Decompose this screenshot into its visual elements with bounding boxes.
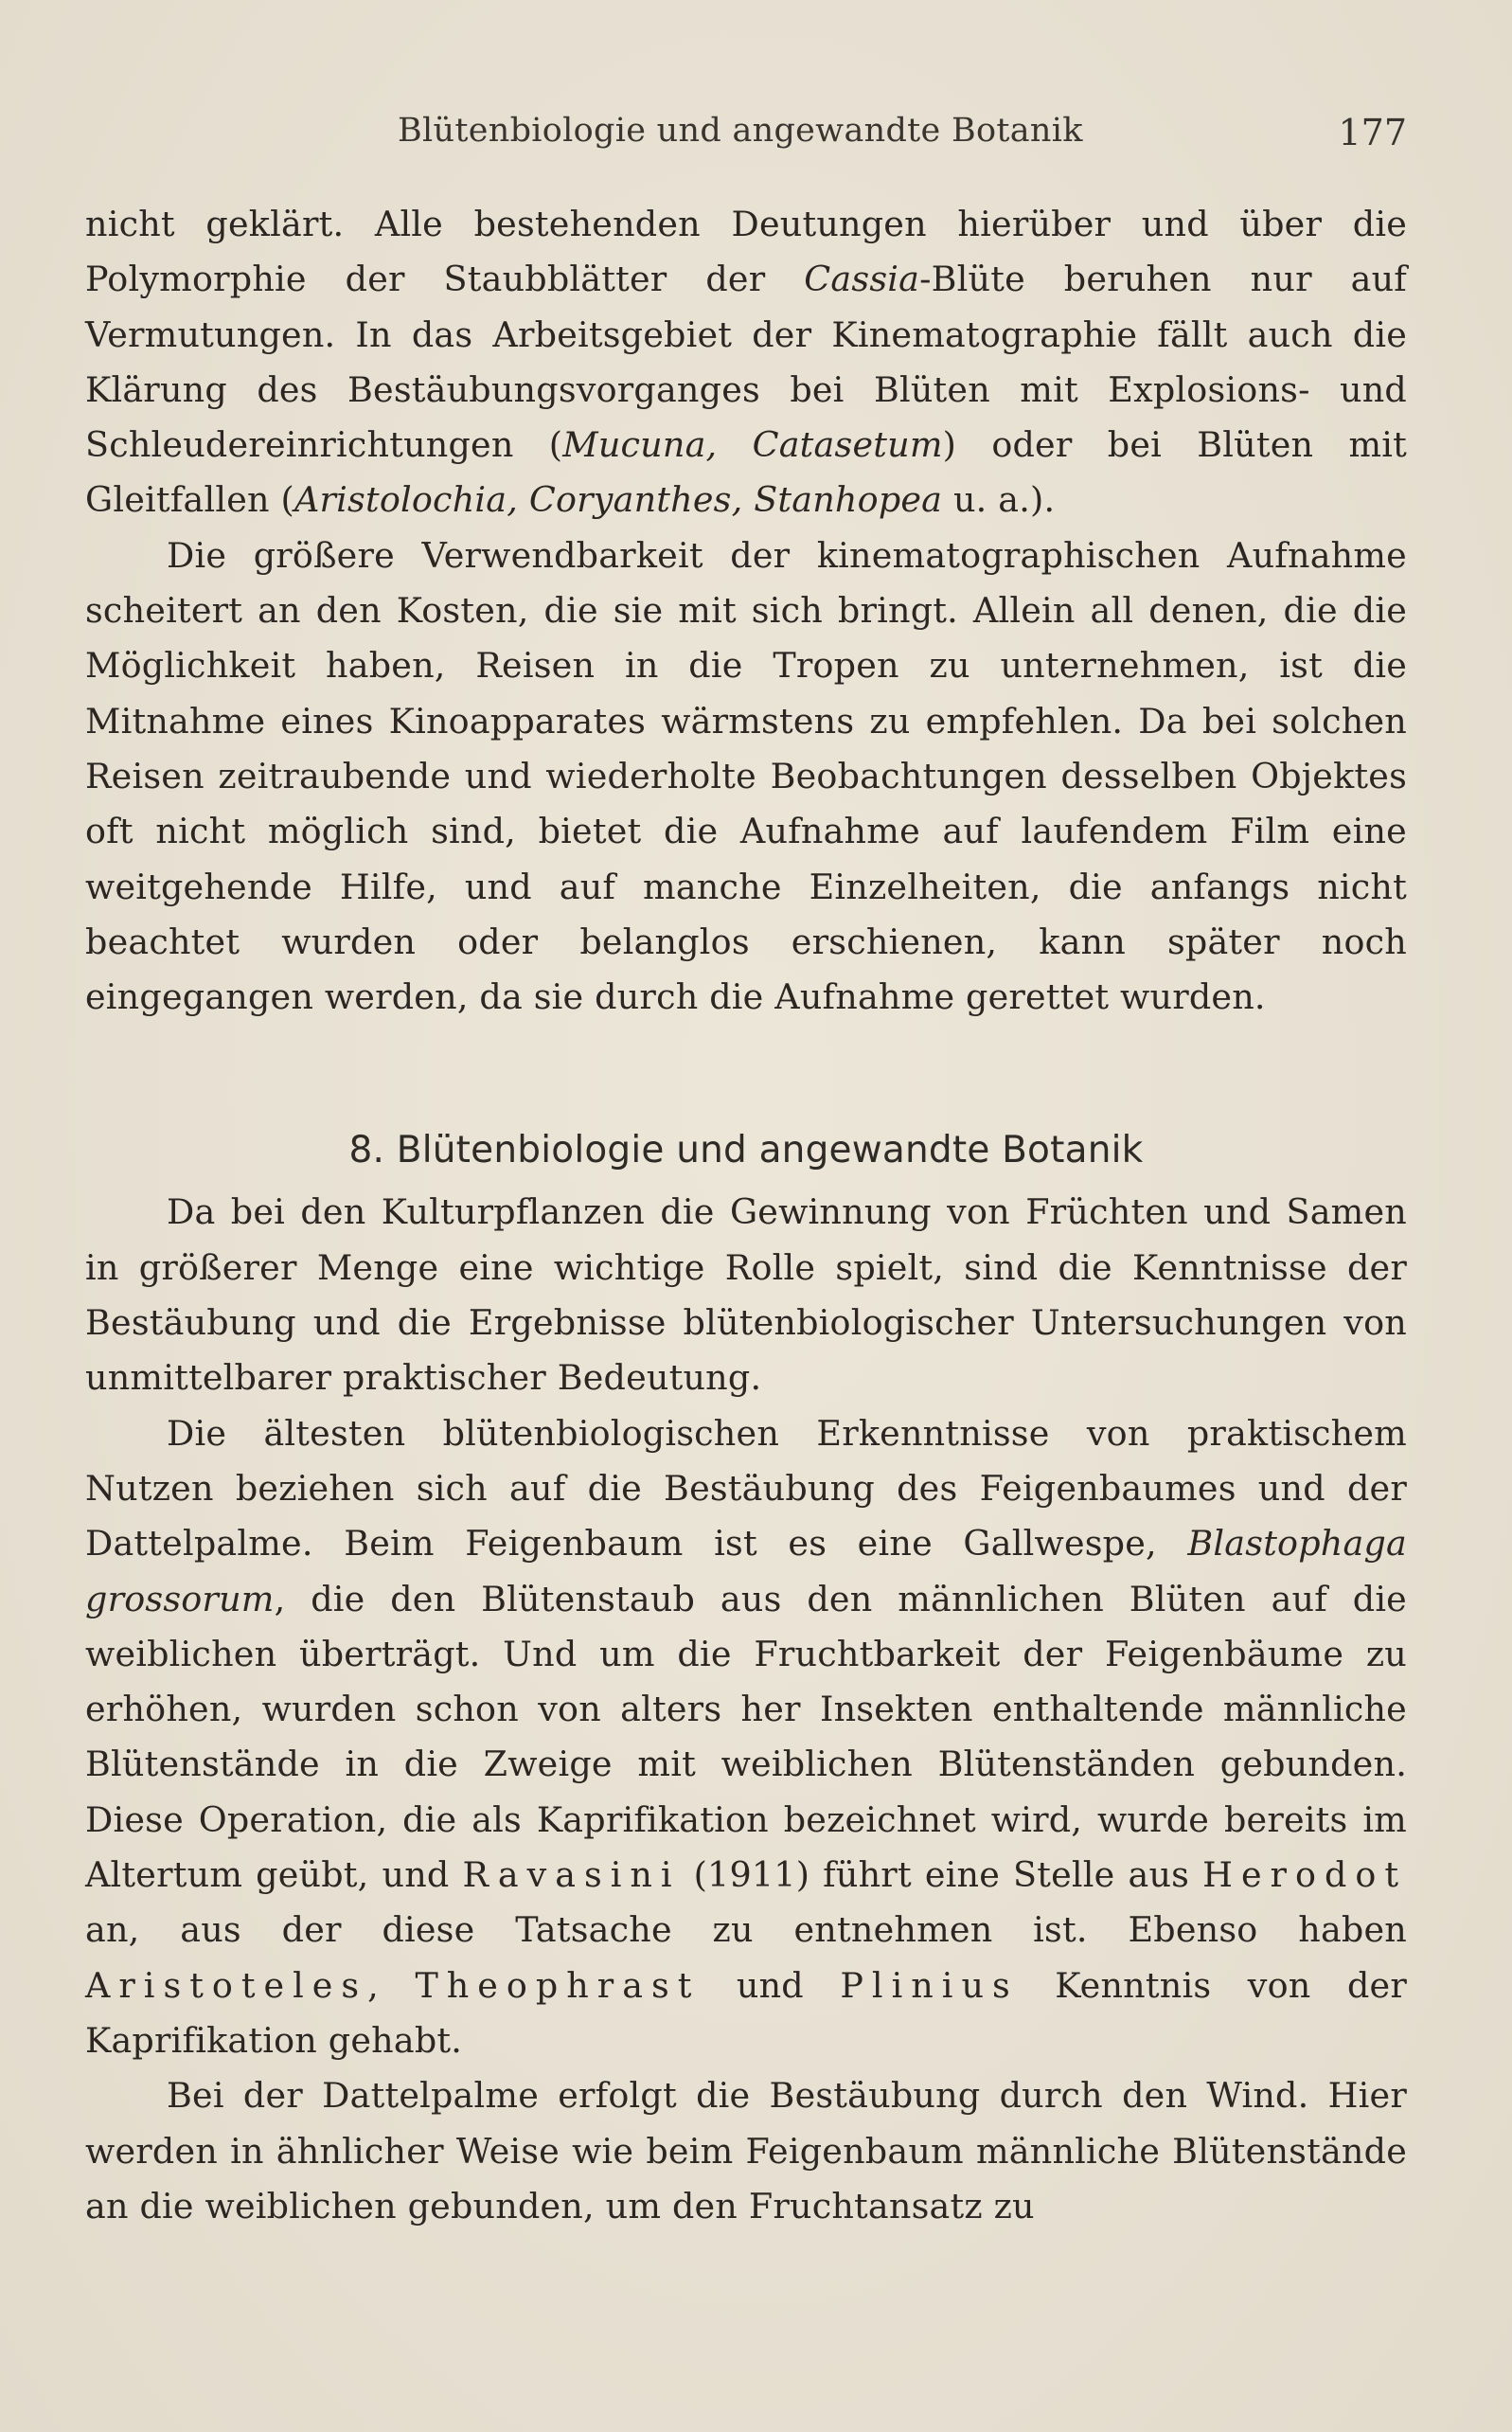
author-name-plinius: Plinius [840,1964,1019,2006]
paragraph-1-italic-3: Aristolochia, Coryanthes, Stanhopea [294,479,943,521]
paragraph-4-text-5: , [367,1964,416,2006]
paragraph-1 [85,197,1407,528]
paragraph-1-italic-2: Mucuna, Catasetum [562,424,943,466]
paragraph-4-text-4: an, aus der diese Tatsache zu entnehmen ist. Ebenso haben [85,1909,1407,1951]
running-title: Blütenbiologie und angewandte Botanik [398,112,1083,150]
paragraph-1-italic-1: Cassia [804,259,920,300]
paragraph-4-text-6: und [700,1964,841,2006]
section-title: 8. Blütenbiologie und angewandte Botanik [348,1129,1144,1172]
author-name-aristoteles: Aristoteles [85,1964,368,2006]
running-head [85,112,1407,159]
paragraph-1-text-3: ) oder bei Blüten mit Gleitfallen ( [85,424,1407,521]
paragraph-3: Da bei den Kulturpflanzen die Gewinnung von Früchten und Samen in größerer Menge eine wichtige Rolle spielt, sind die Kenntnisse der Bestäubung und die Ergebnisse blütenbiologischer Untersuchungen von unmittelbarer praktischer Bedeutung. [85,1191,1407,1399]
paragraph-4-italic-1: Blastophaga grossorum [85,1523,1407,1619]
author-name-ravasini: Ravasini [462,1854,681,1896]
paragraph-2: Die größere Verwendbarkeit der kinematographischen Aufnahme scheitert an den Kosten, die sie mit sich bringt. Allein all denen, die die Möglichkeit haben, Reisen in die Tropen zu unternehmen, ist die Mitnahme eines Kinoapparates wärmstens zu empfehlen. Da bei solchen Reisen zeitraubende und wiederholte Beobachtungen desselben Objektes oft nicht möglich sind, bietet die Aufnahme auf laufendem Film eine weitgehende Hilfe, und auf manche Einzelheiten, die anfangs nicht beachtet wurden oder belanglos erschienen, kann später noch eingegangen werden, da sie durch die Aufnahme gerettet wurden. [85,534,1407,1018]
paragraph-5: Bei der Dattelpalme erfolgt die Bestäubung durch den Wind. Hier werden in ähnlicher Weise wie beim Feigenbaum männliche Blütenstände an die weiblichen gebunden, um den Fruchtansatz zu [85,2075,1407,2226]
paragraph-4 [85,1406,1407,2069]
body-text [85,197,1407,2234]
paragraph-4-text-2: , die den Blütenstaub aus den männlichen Blüten auf die weiblichen überträgt. Und um die Fruchtbarkeit der Feigenbäume zu erhöhen, wurden schon von alters her Insekten enthaltende männliche Blütenstände in die Zweige mit weiblichen Blütenständen gebunden. Diese Operation, die als Kaprifikation bezeichnet wird, wurde bereits im Altertum geübt, und [85,1578,1407,1896]
paragraph-1-text-4: u. a.). [942,479,1056,521]
paragraph-4-text-3: (1911) führt eine Stelle aus [680,1854,1203,1896]
paragraph-1-text-1: nicht geklärt. Alle bestehenden Deutungen hierüber und über die Polymorphie der Staubblätter der [85,204,1407,300]
page-number: 177 [1338,112,1407,153]
author-name-theophrast: Theophrast [415,1964,701,2006]
paragraph-4-text-1: Die ältesten blütenbiologischen Erkenntnisse von praktischem Nutzen beziehen sich auf die Bestäubung des Feigenbaumes und der Dattelpalme. Beim Feigenbaum ist es eine Gallwespe, [85,1412,1407,1565]
paragraph-1-text-2: -Blüte beruhen nur auf Vermutungen. In das Arbeitsgebiet der Kinematographie fällt auch die Klärung des Bestäubungsvorganges bei Blüten mit Explosions- und Schleudereinrichtungen ( [85,259,1408,466]
author-name-herodot: Herodot [1202,1854,1407,1896]
paragraph-4-text-7: Kenntnis von der Kaprifikation gehabt. [85,1964,1407,2061]
